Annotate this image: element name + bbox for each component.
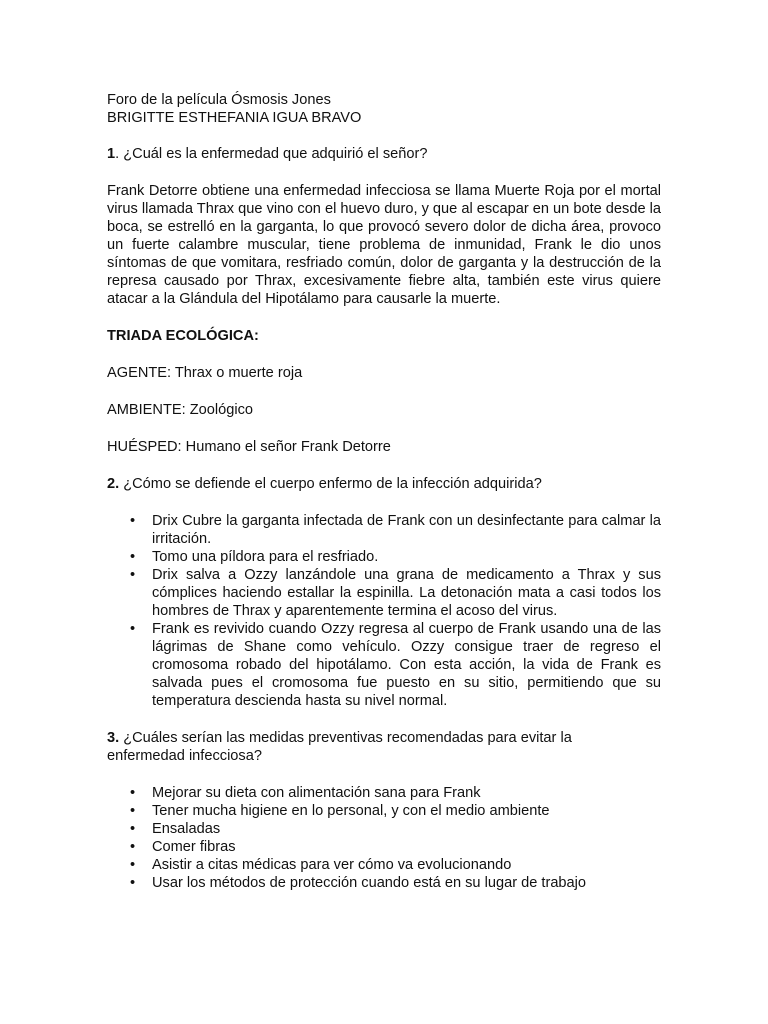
question-3-text-line2: enfermedad infecciosa? — [107, 748, 262, 764]
list-item: • Frank es revivido cuando Ozzy regresa al cuerpo de Frank usando una de las lágrimas de Shane como vehículo. Ozzy consigue traer de regreso el cromosoma robado del hipotálamo. Con esta acción, la vida de Frank es salvada pues el cromosoma fue puesto en su sitio, permitiendo que su temperatura descienda hasta su nivel normal. — [130, 621, 661, 709]
list-item: • Usar los métodos de protección cuando está en su lugar de trabajo — [130, 875, 587, 891]
list-item: • Asistir a citas médicas para ver cómo va evolucionando — [130, 857, 512, 873]
list-item: • Ensaladas — [130, 821, 221, 837]
question-2 — [107, 475, 661, 493]
list-item: • Drix Cubre la garganta infectada de Frank con un desinfectante para calmar la irritación. — [130, 513, 661, 547]
bullet-icon: • — [130, 875, 136, 891]
document-page — [107, 91, 661, 892]
bullet-icon: • — [130, 785, 136, 801]
question-2-text: ¿Cómo se defiende el cuerpo enfermo de la infección adquirida? — [119, 476, 542, 492]
question-1 — [107, 145, 661, 163]
question-3-number: 3. — [107, 730, 120, 746]
question-1-text: . ¿Cuál es la enfermedad que adquirió el señor? — [115, 146, 428, 162]
list-item: • Drix salva a Ozzy lanzándole una grana de medicamento a Thrax y sus cómplices haciendo estallar la espinilla. La detonación mata a casi todos los hombres de Thrax y aparentemente termina el acoso del virus. — [130, 567, 661, 619]
triad-environment: AMBIENTE: Zoológico — [107, 402, 253, 418]
question-3-text-line1: ¿Cuáles serían las medidas preventivas recomendadas para evitar la — [119, 730, 572, 746]
bullet-icon: • — [130, 567, 136, 583]
bullet-icon: • — [130, 621, 136, 637]
bullet-icon: • — [130, 857, 136, 873]
question-1-number: 1 — [107, 146, 116, 162]
triad-host: HUÉSPED: Humano el señor Frank Detorre — [107, 439, 391, 455]
question-1-answer: Frank Detorre obtiene una enfermedad infecciosa se llama Muerte Roja por el mortal virus llamada Thrax que vino con el huevo duro, y que al escapar en un bote desde la boca, se estrelló en la garganta, lo que provocó severo dolor de dicha área, provoco un fuerte calambre muscular, tiene problema de inmunidad, Frank le dio unos síntomas de que vomitara, resfriado común, dolor de garganta y la destrucción de la represa causado por Thrax, excesivamente fiebre alta, también este virus quiere atacar a la Glándula del Hipotálamo para causarle la muerte. — [107, 183, 661, 307]
author-name: BRIGITTE ESTHEFANIA IGUA BRAVO — [107, 110, 362, 126]
list-item: • Mejorar su dieta con alimentación sana para Frank — [130, 785, 481, 801]
question-2-list — [107, 512, 661, 710]
question-2-number: 2. — [107, 476, 120, 492]
list-item: • Tener mucha higiene en lo personal, y con el medio ambiente — [130, 803, 550, 819]
question-3 — [107, 729, 661, 747]
list-item: • Tomo una píldora para el resfriado. — [130, 549, 379, 565]
bullet-icon: • — [130, 513, 136, 529]
bullet-icon: • — [130, 821, 136, 837]
triad-heading: TRIADA ECOLÓGICA: — [107, 328, 259, 344]
list-item: • Comer fibras — [130, 839, 236, 855]
document-title: Foro de la película Ósmosis Jones — [107, 92, 331, 108]
bullet-icon: • — [130, 803, 136, 819]
bullet-icon: • — [130, 549, 136, 565]
question-3-list — [107, 784, 661, 892]
triad-agent: AGENTE: Thrax o muerte roja — [107, 365, 303, 381]
bullet-icon: • — [130, 839, 136, 855]
